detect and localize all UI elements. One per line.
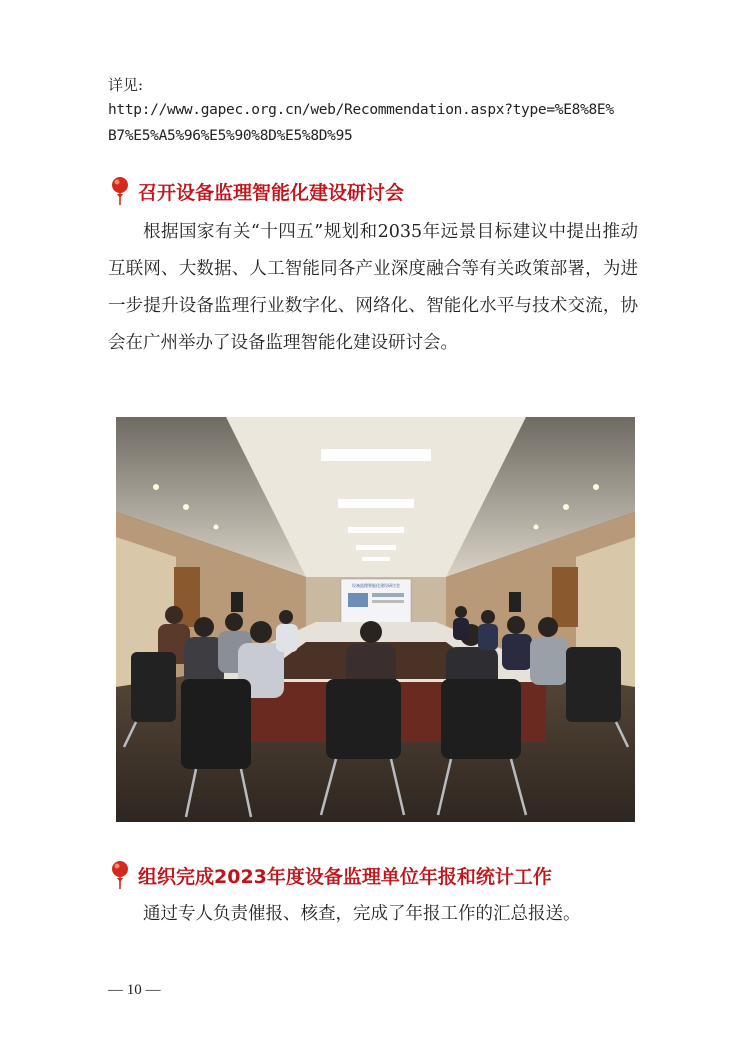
see-label: 详见: xyxy=(108,76,144,94)
section-heading-1-text: 召开设备监理智能化建设研讨会 xyxy=(138,181,405,204)
red-pin-icon xyxy=(110,860,130,890)
url-link-line-1[interactable]: http://www.gapec.org.cn/web/Recommendation.aspx?type=%E8%8E% xyxy=(108,102,614,118)
section-heading-2 xyxy=(110,860,552,890)
meeting-photo xyxy=(116,417,635,822)
page-number: — 10 — xyxy=(108,982,161,998)
red-pin-icon xyxy=(110,176,130,206)
screen-slide-title: 设备监理智能化建设研讨会 xyxy=(352,583,400,588)
section-2-paragraph: 通过专人负责催报、核查，完成了年报工作的汇总报送。 xyxy=(143,904,581,924)
section-heading-2-text: 组织完成2023年度设备监理单位年报和统计工作 xyxy=(138,865,552,888)
section-heading-1 xyxy=(110,176,404,206)
section-1-paragraph: 根据国家有关“十四五”规划和2035年远景目标建议中提出推动互联网、大数据、人工智能同各产业深度融合等有关政策部署，为进一步提升设备监理行业数字化、网络化、智能化水平与技术交流，协会在广州举办了设备监理智能化建设研讨会。 xyxy=(108,222,638,353)
url-link-line-2[interactable]: B7%E5%A5%96%E5%90%8D%E5%8D%95 xyxy=(108,128,353,144)
